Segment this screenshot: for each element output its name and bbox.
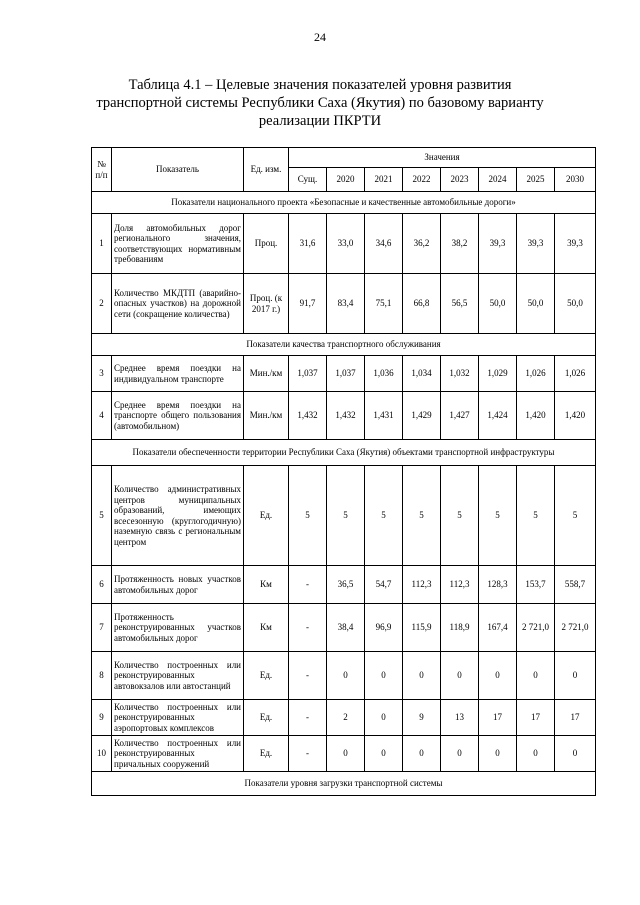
value-cell: 0	[327, 736, 365, 772]
section-header: Показатели качества транспортного обслуживания	[92, 334, 596, 356]
value-cell: 2 721,0	[517, 604, 555, 652]
value-cell: 36,5	[327, 566, 365, 604]
value-cell: -	[289, 652, 327, 700]
row-number: 7	[92, 604, 112, 652]
value-cell: 38,2	[441, 214, 479, 274]
header-values: Значения	[289, 148, 596, 168]
caption-line: транспортной системы Республики Саха (Якутия) по базовому варианту	[96, 95, 544, 111]
value-cell: 0	[441, 652, 479, 700]
table-row	[92, 566, 596, 604]
value-cell: 0	[555, 736, 596, 772]
value-cell: 50,0	[555, 274, 596, 334]
indicator-name: Количество МКДТП (аварийно-опасных участков) на дорожной сети (сокращение количества)	[112, 274, 244, 334]
section-header: Показатели национального проекта «Безопасные и качественные автомобильные дороги»	[92, 192, 596, 214]
value-cell: 96,9	[365, 604, 403, 652]
table-caption	[95, 76, 545, 130]
value-cell: 0	[365, 700, 403, 736]
value-cell: 1,420	[555, 392, 596, 440]
row-number: 9	[92, 700, 112, 736]
indicator-name: Количество построенных или реконструированных причальных сооружений	[112, 736, 244, 772]
value-cell: 112,3	[403, 566, 441, 604]
value-cell: 0	[327, 652, 365, 700]
indicator-name: Количество административных центров муниципальных образований, имеющих всесезонную (круглогодичную) наземную связь с региональным центром	[112, 466, 244, 566]
unit-cell: Проц.	[244, 214, 289, 274]
value-cell: -	[289, 604, 327, 652]
value-cell: 33,0	[327, 214, 365, 274]
value-cell: 39,3	[479, 214, 517, 274]
row-number: 3	[92, 356, 112, 392]
table-row	[92, 392, 596, 440]
value-cell: 1,026	[555, 356, 596, 392]
value-cell: 54,7	[365, 566, 403, 604]
header-year: 2030	[555, 168, 596, 192]
unit-cell: Км	[244, 566, 289, 604]
indicator-name: Доля автомобильных дорог регионального значения, соответствующих нормативным требованиям	[112, 214, 244, 274]
header-unit: Ед. изм.	[244, 148, 289, 192]
value-cell: 31,6	[289, 214, 327, 274]
header-year: 2023	[441, 168, 479, 192]
value-cell: 1,420	[517, 392, 555, 440]
value-cell: 0	[403, 652, 441, 700]
value-cell: 91,7	[289, 274, 327, 334]
value-cell: 2 721,0	[555, 604, 596, 652]
value-cell: 9	[403, 700, 441, 736]
header-year: 2025	[517, 168, 555, 192]
page-number: 24	[314, 30, 326, 44]
indicator-name: Количество построенных или реконструированных автовокзалов или автостанций	[112, 652, 244, 700]
value-cell: 39,3	[517, 214, 555, 274]
row-number: 8	[92, 652, 112, 700]
value-cell: 56,5	[441, 274, 479, 334]
indicator-name: Среднее время поездки на транспорте общего пользования (автомобильном)	[112, 392, 244, 440]
value-cell: 1,029	[479, 356, 517, 392]
header-year: 2024	[479, 168, 517, 192]
row-number: 2	[92, 274, 112, 334]
value-cell: 5	[327, 466, 365, 566]
row-number: 10	[92, 736, 112, 772]
value-cell: 17	[555, 700, 596, 736]
value-cell: 1,032	[441, 356, 479, 392]
value-cell: 39,3	[555, 214, 596, 274]
table-row	[92, 652, 596, 700]
value-cell: 1,431	[365, 392, 403, 440]
value-cell: 5	[403, 466, 441, 566]
value-cell: 34,6	[365, 214, 403, 274]
unit-cell: Мин./км	[244, 392, 289, 440]
value-cell: 558,7	[555, 566, 596, 604]
value-cell: 5	[555, 466, 596, 566]
section-header: Показатели уровня загрузки транспортной системы	[92, 772, 596, 796]
table-row	[92, 604, 596, 652]
value-cell: 0	[403, 736, 441, 772]
unit-cell: Ед.	[244, 652, 289, 700]
value-cell: 17	[479, 700, 517, 736]
value-cell: 83,4	[327, 274, 365, 334]
value-cell: 50,0	[517, 274, 555, 334]
value-cell: 1,037	[289, 356, 327, 392]
value-cell: 75,1	[365, 274, 403, 334]
value-cell: 1,432	[327, 392, 365, 440]
table-row	[92, 700, 596, 736]
value-cell: 5	[517, 466, 555, 566]
header-num: № п/п	[92, 148, 112, 192]
indicators-table	[91, 147, 596, 796]
row-number: 6	[92, 566, 112, 604]
row-number: 5	[92, 466, 112, 566]
value-cell: -	[289, 700, 327, 736]
unit-cell: Ед.	[244, 700, 289, 736]
unit-cell: Ед.	[244, 466, 289, 566]
value-cell: 66,8	[403, 274, 441, 334]
value-cell: 1,432	[289, 392, 327, 440]
value-cell: 5	[441, 466, 479, 566]
header-year: Сущ.	[289, 168, 327, 192]
value-cell: 0	[479, 736, 517, 772]
value-cell: 5	[289, 466, 327, 566]
value-cell: 38,4	[327, 604, 365, 652]
value-cell: -	[289, 736, 327, 772]
value-cell: 50,0	[479, 274, 517, 334]
value-cell: 1,026	[517, 356, 555, 392]
unit-cell: Ед.	[244, 736, 289, 772]
value-cell: 1,427	[441, 392, 479, 440]
value-cell: 13	[441, 700, 479, 736]
row-number: 4	[92, 392, 112, 440]
indicator-name: Количество построенных или реконструированных аэропортовых комплексов	[112, 700, 244, 736]
value-cell: 0	[365, 652, 403, 700]
value-cell: 0	[517, 736, 555, 772]
value-cell: 0	[479, 652, 517, 700]
value-cell: 36,2	[403, 214, 441, 274]
value-cell: 128,3	[479, 566, 517, 604]
value-cell: 1,429	[403, 392, 441, 440]
caption-line: реализации ПКРТИ	[258, 113, 382, 129]
value-cell: 0	[365, 736, 403, 772]
value-cell: 5	[365, 466, 403, 566]
header-year: 2022	[403, 168, 441, 192]
indicator-name: Протяженность новых участков автомобильных дорог	[112, 566, 244, 604]
table-row	[92, 214, 596, 274]
value-cell: 1,036	[365, 356, 403, 392]
table-row	[92, 466, 596, 566]
value-cell: 118,9	[441, 604, 479, 652]
header-indicator: Показатель	[112, 148, 244, 192]
value-cell: 153,7	[517, 566, 555, 604]
value-cell: 0	[555, 652, 596, 700]
unit-cell: Мин./км	[244, 356, 289, 392]
value-cell: -	[289, 566, 327, 604]
row-number: 1	[92, 214, 112, 274]
value-cell: 0	[441, 736, 479, 772]
value-cell: 1,037	[327, 356, 365, 392]
value-cell: 5	[479, 466, 517, 566]
table-row	[92, 274, 596, 334]
unit-cell: Км	[244, 604, 289, 652]
value-cell: 115,9	[403, 604, 441, 652]
section-header: Показатели обеспеченности территории Республики Саха (Якутия) объектами транспортной инфраструктуры	[92, 440, 596, 466]
caption-line: Таблица 4.1 – Целевые значения показателей уровня развития	[128, 77, 512, 93]
header-year: 2020	[327, 168, 365, 192]
value-cell: 112,3	[441, 566, 479, 604]
value-cell: 0	[517, 652, 555, 700]
indicator-name: Протяженность реконструированных участков автомобильных дорог	[112, 604, 244, 652]
value-cell: 1,034	[403, 356, 441, 392]
value-cell: 17	[517, 700, 555, 736]
header-year: 2021	[365, 168, 403, 192]
table-row	[92, 356, 596, 392]
value-cell: 1,424	[479, 392, 517, 440]
value-cell: 167,4	[479, 604, 517, 652]
table-row	[92, 736, 596, 772]
unit-cell: Проц. (к 2017 г.)	[244, 274, 289, 334]
indicator-name: Среднее время поездки на индивидуальном транспорте	[112, 356, 244, 392]
value-cell: 2	[327, 700, 365, 736]
